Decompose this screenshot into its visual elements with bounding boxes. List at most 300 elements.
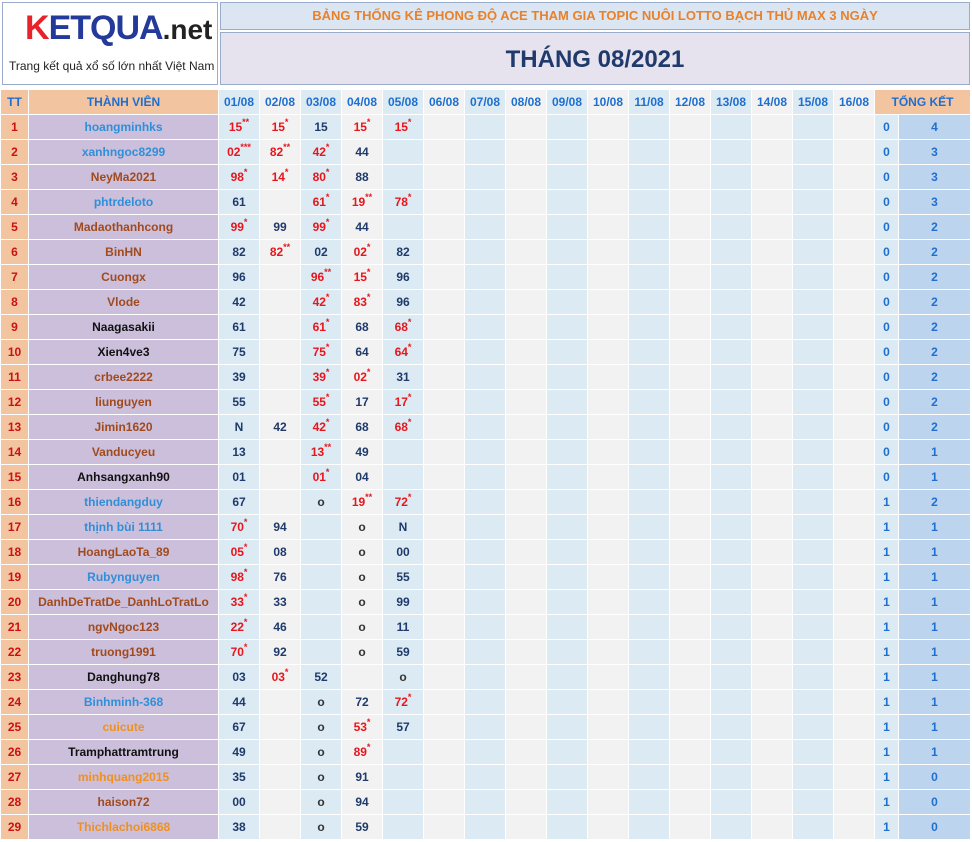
pick-number: 61	[312, 320, 326, 334]
pick-number: 70	[230, 645, 244, 659]
total-hits: 2	[899, 215, 971, 240]
day-cell	[629, 565, 670, 590]
hit-stars: *	[325, 142, 330, 152]
day-cell	[834, 115, 875, 140]
day-cell	[752, 790, 793, 815]
row-number: 18	[1, 540, 29, 565]
row-number: 5	[1, 215, 29, 240]
day-cell	[219, 315, 260, 340]
day-cell	[383, 715, 424, 740]
row-number: 24	[1, 690, 29, 715]
day-cell	[342, 765, 383, 790]
member-name: ngvNgoc123	[29, 615, 219, 640]
day-cell	[383, 340, 424, 365]
day-cell	[670, 165, 711, 190]
day-cell	[588, 515, 629, 540]
day-cell	[588, 690, 629, 715]
day-cell	[670, 190, 711, 215]
member-name: phtrdeloto	[29, 190, 219, 215]
hit-stars: *	[366, 242, 371, 252]
day-cell	[465, 590, 506, 615]
day-cell	[219, 340, 260, 365]
day-cell	[834, 690, 875, 715]
row-number: 12	[1, 390, 29, 415]
table-row	[1, 165, 971, 190]
day-cell	[219, 590, 260, 615]
day-cell	[752, 165, 793, 190]
day-cell	[506, 615, 547, 640]
day-cell	[793, 490, 834, 515]
member-name: cuicute	[29, 715, 219, 740]
pick-number: 19	[351, 495, 366, 509]
hit-stars: *	[243, 617, 248, 627]
pick-number: 96	[396, 295, 410, 309]
day-cell	[834, 490, 875, 515]
day-cell	[506, 665, 547, 690]
day-cell	[834, 165, 875, 190]
day-cell	[260, 365, 301, 390]
day-cell	[670, 690, 711, 715]
day-cell	[465, 265, 506, 290]
pick-number: 05	[230, 545, 244, 559]
total-hits: 1	[899, 640, 971, 665]
day-cell	[383, 665, 424, 690]
total-miss: 1	[875, 740, 899, 765]
day-cell	[793, 515, 834, 540]
row-number: 15	[1, 465, 29, 490]
day-cell	[424, 590, 465, 615]
day-cell	[260, 690, 301, 715]
day-cell	[670, 465, 711, 490]
pick-number: 57	[396, 720, 410, 734]
member-name: Binhminh-368	[29, 690, 219, 715]
day-cell	[342, 190, 383, 215]
day-cell	[465, 190, 506, 215]
day-cell	[342, 815, 383, 840]
row-number: 6	[1, 240, 29, 265]
day-cell	[629, 490, 670, 515]
day-cell	[383, 240, 424, 265]
day-cell	[588, 415, 629, 440]
total-miss: 1	[875, 640, 899, 665]
day-cell	[793, 315, 834, 340]
day-cell	[342, 690, 383, 715]
day-cell	[383, 540, 424, 565]
hit-stars: *	[325, 192, 330, 202]
pick-number: 59	[355, 820, 369, 834]
day-cell	[670, 665, 711, 690]
header-day-16: 16/08	[834, 90, 875, 115]
day-cell	[465, 765, 506, 790]
pick-number: 04	[355, 470, 369, 484]
hit-stars: *	[325, 217, 330, 227]
day-cell	[219, 715, 260, 740]
day-cell	[424, 715, 465, 740]
day-cell	[342, 665, 383, 690]
pick-number: o	[317, 695, 325, 709]
day-cell	[711, 715, 752, 740]
header-day-2: 02/08	[260, 90, 301, 115]
hit-stars: *	[366, 742, 371, 752]
pick-number: 01	[232, 470, 246, 484]
day-cell	[506, 290, 547, 315]
day-cell	[342, 615, 383, 640]
member-name: xanhngoc8299	[29, 140, 219, 165]
member-name: thiendangduy	[29, 490, 219, 515]
day-cell	[670, 715, 711, 740]
pick-number: 42	[232, 295, 246, 309]
day-cell	[424, 340, 465, 365]
day-cell	[547, 715, 588, 740]
hit-stars: *	[243, 642, 248, 652]
day-cell	[424, 165, 465, 190]
day-cell	[629, 240, 670, 265]
hit-stars: *	[325, 367, 330, 377]
day-cell	[424, 440, 465, 465]
day-cell	[834, 240, 875, 265]
pick-number: 68	[394, 320, 408, 334]
pick-number: 39	[232, 370, 246, 384]
total-hits: 3	[899, 165, 971, 190]
day-cell	[260, 315, 301, 340]
row-number: 20	[1, 590, 29, 615]
day-cell	[629, 765, 670, 790]
pick-number: 70	[230, 520, 244, 534]
hit-stars: *	[407, 392, 412, 402]
day-cell	[342, 240, 383, 265]
day-cell	[465, 240, 506, 265]
day-cell	[383, 440, 424, 465]
total-miss: 0	[875, 465, 899, 490]
table-row	[1, 765, 971, 790]
day-cell	[752, 615, 793, 640]
total-miss: 1	[875, 515, 899, 540]
day-cell	[670, 490, 711, 515]
day-cell	[588, 290, 629, 315]
day-cell	[301, 415, 342, 440]
day-cell	[793, 190, 834, 215]
hit-stars: **	[283, 242, 291, 252]
header-day-5: 05/08	[383, 90, 424, 115]
total-miss: 0	[875, 390, 899, 415]
pick-number: o	[358, 570, 366, 584]
day-cell	[301, 590, 342, 615]
day-cell	[834, 640, 875, 665]
day-cell	[301, 715, 342, 740]
day-cell	[219, 515, 260, 540]
day-cell	[834, 590, 875, 615]
day-cell	[260, 440, 301, 465]
pick-number: 82	[396, 245, 410, 259]
row-number: 17	[1, 515, 29, 540]
day-cell	[424, 490, 465, 515]
day-cell	[383, 465, 424, 490]
day-cell	[547, 515, 588, 540]
row-number: 14	[1, 440, 29, 465]
pick-number: 76	[273, 570, 287, 584]
day-cell	[629, 115, 670, 140]
day-cell	[547, 540, 588, 565]
day-cell	[219, 390, 260, 415]
table-row	[1, 690, 971, 715]
ketqua-logo[interactable]	[2, 2, 218, 85]
member-name: Tramphattramtrung	[29, 740, 219, 765]
day-cell	[752, 540, 793, 565]
member-name: haison72	[29, 790, 219, 815]
total-hits: 0	[899, 815, 971, 840]
pick-number: o	[358, 545, 366, 559]
day-cell	[834, 565, 875, 590]
day-cell	[219, 640, 260, 665]
header-day-4: 04/08	[342, 90, 383, 115]
day-cell	[711, 665, 752, 690]
pick-number: 14	[271, 170, 285, 184]
day-cell	[834, 515, 875, 540]
day-cell	[588, 215, 629, 240]
hit-stars: *	[325, 292, 330, 302]
day-cell	[301, 165, 342, 190]
day-cell	[752, 765, 793, 790]
day-cell	[834, 315, 875, 340]
total-hits: 1	[899, 465, 971, 490]
row-number: 10	[1, 340, 29, 365]
day-cell	[260, 640, 301, 665]
day-cell	[301, 565, 342, 590]
day-cell	[301, 265, 342, 290]
pick-number: 46	[273, 620, 287, 634]
total-hits: 1	[899, 440, 971, 465]
day-cell	[260, 215, 301, 240]
day-cell	[752, 365, 793, 390]
day-cell	[465, 140, 506, 165]
hit-stars: *	[325, 342, 330, 352]
row-number: 29	[1, 815, 29, 840]
day-cell	[629, 315, 670, 340]
pick-number: 44	[232, 695, 246, 709]
pick-number: o	[317, 820, 325, 834]
day-cell	[629, 465, 670, 490]
pick-number: 72	[355, 695, 369, 709]
header-day-11: 11/08	[629, 90, 670, 115]
pick-number: 64	[355, 345, 369, 359]
day-cell	[465, 390, 506, 415]
day-cell	[711, 340, 752, 365]
pick-number: N	[398, 520, 408, 534]
day-cell	[752, 515, 793, 540]
table-row	[1, 740, 971, 765]
day-cell	[588, 765, 629, 790]
pick-number: 02	[353, 245, 367, 259]
day-cell	[834, 340, 875, 365]
pick-number: 91	[355, 770, 369, 784]
day-cell	[793, 415, 834, 440]
total-miss: 1	[875, 765, 899, 790]
day-cell	[506, 440, 547, 465]
member-name: minhquang2015	[29, 765, 219, 790]
day-cell	[834, 140, 875, 165]
day-cell	[260, 665, 301, 690]
day-cell	[424, 540, 465, 565]
pick-number: o	[358, 645, 366, 659]
pick-number: 68	[355, 320, 369, 334]
pick-number: 75	[312, 345, 326, 359]
hit-stars: *	[407, 117, 412, 127]
day-cell	[793, 565, 834, 590]
table-row	[1, 340, 971, 365]
day-cell	[752, 640, 793, 665]
pick-number: 02	[314, 245, 328, 259]
day-cell	[383, 365, 424, 390]
day-cell	[383, 690, 424, 715]
day-cell	[465, 465, 506, 490]
day-cell	[588, 715, 629, 740]
day-cell	[424, 765, 465, 790]
pick-number: o	[358, 520, 366, 534]
day-cell	[670, 240, 711, 265]
row-number: 19	[1, 565, 29, 590]
member-name: DanhDeTratDe_DanhLoTratLo	[29, 590, 219, 615]
day-cell	[711, 740, 752, 765]
total-miss: 1	[875, 565, 899, 590]
day-cell	[301, 315, 342, 340]
day-cell	[629, 540, 670, 565]
header-day-12: 12/08	[670, 90, 711, 115]
day-cell	[834, 465, 875, 490]
pick-number: 39	[312, 370, 326, 384]
day-cell	[342, 640, 383, 665]
day-cell	[834, 790, 875, 815]
day-cell	[711, 265, 752, 290]
day-cell	[342, 790, 383, 815]
pick-number: 31	[396, 370, 410, 384]
day-cell	[670, 140, 711, 165]
total-hits: 3	[899, 140, 971, 165]
day-cell	[752, 415, 793, 440]
day-cell	[547, 390, 588, 415]
pick-number: 67	[232, 495, 246, 509]
day-cell	[834, 615, 875, 640]
total-hits: 0	[899, 765, 971, 790]
pick-number: o	[358, 595, 366, 609]
table-row	[1, 190, 971, 215]
row-number: 2	[1, 140, 29, 165]
day-cell	[793, 265, 834, 290]
day-cell	[793, 715, 834, 740]
day-cell	[424, 290, 465, 315]
table-row	[1, 290, 971, 315]
header-day-3: 03/08	[301, 90, 342, 115]
total-hits: 1	[899, 740, 971, 765]
day-cell	[219, 690, 260, 715]
table-row	[1, 365, 971, 390]
day-cell	[465, 740, 506, 765]
day-cell	[342, 465, 383, 490]
day-cell	[629, 190, 670, 215]
day-cell	[260, 765, 301, 790]
table-row	[1, 540, 971, 565]
table-row	[1, 115, 971, 140]
row-number: 26	[1, 740, 29, 765]
day-cell	[588, 790, 629, 815]
day-cell	[424, 640, 465, 665]
pick-number: 55	[396, 570, 410, 584]
day-cell	[752, 265, 793, 290]
day-cell	[711, 365, 752, 390]
total-hits: 2	[899, 490, 971, 515]
day-cell	[588, 190, 629, 215]
day-cell	[670, 365, 711, 390]
day-cell	[342, 290, 383, 315]
day-cell	[670, 790, 711, 815]
total-miss: 0	[875, 115, 899, 140]
pick-number: N	[234, 420, 244, 434]
day-cell	[301, 340, 342, 365]
day-cell	[547, 240, 588, 265]
total-hits: 1	[899, 715, 971, 740]
pick-number: 92	[273, 645, 287, 659]
total-hits: 1	[899, 665, 971, 690]
day-cell	[342, 515, 383, 540]
day-cell	[588, 140, 629, 165]
member-name: liunguyen	[29, 390, 219, 415]
day-cell	[465, 415, 506, 440]
day-cell	[588, 115, 629, 140]
day-cell	[506, 640, 547, 665]
day-cell	[383, 815, 424, 840]
hit-stars: *	[284, 167, 289, 177]
pick-number: 03	[271, 670, 285, 684]
row-number: 16	[1, 490, 29, 515]
table-row	[1, 465, 971, 490]
day-cell	[834, 365, 875, 390]
day-cell	[219, 565, 260, 590]
day-cell	[260, 415, 301, 440]
day-cell	[465, 290, 506, 315]
hit-stars: *	[243, 517, 248, 527]
pick-number: 99	[312, 220, 326, 234]
hit-stars: *	[284, 667, 289, 677]
day-cell	[834, 265, 875, 290]
day-cell	[547, 365, 588, 390]
day-cell	[260, 290, 301, 315]
day-cell	[629, 290, 670, 315]
day-cell	[260, 540, 301, 565]
day-cell	[670, 640, 711, 665]
day-cell	[547, 265, 588, 290]
hit-stars: *	[407, 192, 412, 202]
day-cell	[506, 365, 547, 390]
day-cell	[629, 790, 670, 815]
day-cell	[711, 690, 752, 715]
day-cell	[834, 815, 875, 840]
day-cell	[260, 565, 301, 590]
day-cell	[301, 115, 342, 140]
pick-number: 99	[230, 220, 244, 234]
day-cell	[629, 340, 670, 365]
row-number: 8	[1, 290, 29, 315]
pick-number: 59	[396, 645, 410, 659]
day-cell	[383, 415, 424, 440]
day-cell	[424, 515, 465, 540]
day-cell	[793, 165, 834, 190]
day-cell	[752, 715, 793, 740]
table-row	[1, 565, 971, 590]
day-cell	[711, 465, 752, 490]
day-cell	[465, 790, 506, 815]
pick-number: 08	[273, 545, 287, 559]
day-cell	[301, 790, 342, 815]
day-cell	[260, 140, 301, 165]
